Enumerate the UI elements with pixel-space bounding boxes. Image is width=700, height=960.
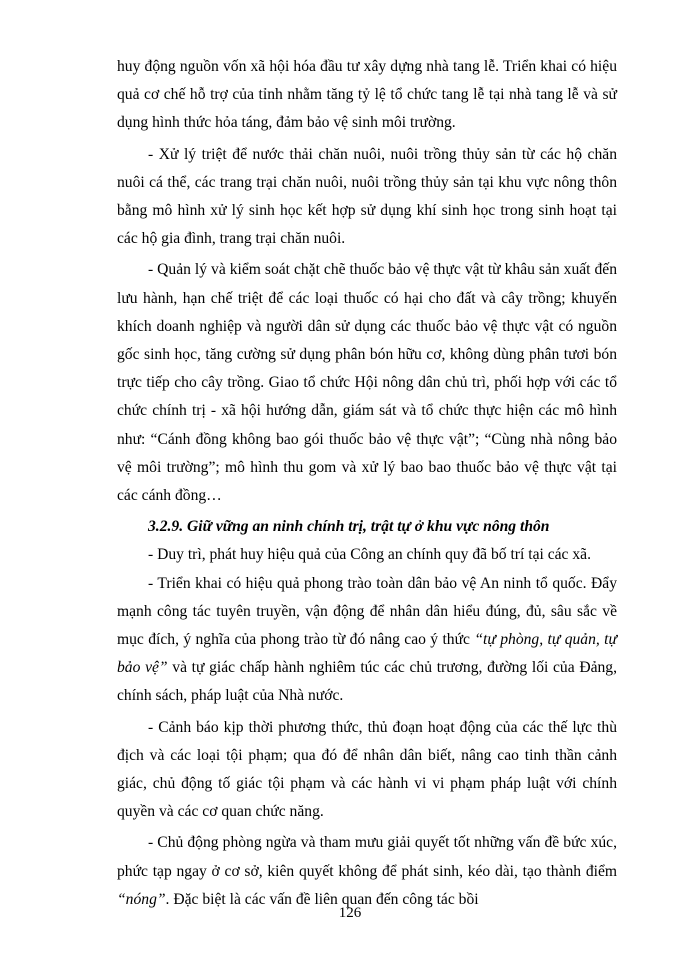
paragraph-crime-warning: - Cảnh báo kịp thời phương thức, thủ đoạn hoạt động của các thế lực thù địch và các loại tội phạm; qua đó để nhân dân biết, nâng cao tinh thần cảnh giác, chủ động tố giác tội phạm và các hành vi vi phạm pháp luật với chính quyền và các cơ quan chức năng. [117, 718, 617, 821]
paragraph-security-movement [117, 570, 617, 711]
document-page [117, 53, 617, 914]
paragraph-funeral-services: huy động nguồn vốn xã hội hóa đầu tư xây dựng nhà tang lễ. Triển khai có hiệu quả cơ chế hỗ trợ của tỉnh nhằm tăng tỷ lệ tổ chức tang lễ tại nhà tang lễ và sử dụng hình thức hỏa táng, đảm bảo vệ sinh môi trường. [117, 58, 617, 132]
paragraph-hotspot-prevention-text-2: . Đặc biệt là các vấn đề liên quan đến công tác bồi [165, 890, 479, 908]
paragraph-security-movement-text-2: và tự giác chấp hành nghiêm túc các chủ trương, đường lối của Đảng, chính sách, pháp luật của Nhà nước. [117, 659, 617, 705]
paragraph-commune-police: - Duy trì, phát huy hiệu quả của Công an chính quy đã bố trí tại các xã. [148, 546, 591, 564]
paragraph-livestock-wastewater: - Xử lý triệt để nước thải chăn nuôi, nuôi trồng thủy sản từ các hộ chăn nuôi cá thể, các trang trại chăn nuôi, nuôi trồng thủy sản tại khu vực nông thôn bằng mô hình xử lý sinh học kết hợp sử dụng khí sinh học trong sinh hoạt tại các hộ gia đình, trang trại chăn nuôi. [117, 145, 617, 248]
paragraph-security-movement-quote: “tự phòng, tự quản, tự bảo vệ” [117, 631, 617, 677]
paragraph-pesticide-control: - Quản lý và kiểm soát chặt chẽ thuốc bảo vệ thực vật từ khâu sản xuất đến lưu hành, hạn chế triệt để các loại thuốc có hại cho đất và cây trồng; khuyến khích doanh nghiệp và người dân sử dụng các thuốc bảo vệ thực vật có nguồn gốc sinh học, tăng cường sử dụng phân bón hữu cơ, không dùng phân tươi bón trực tiếp cho cây trồng. Giao tổ chức Hội nông dân chủ trì, phối hợp với các tổ chức chính trị - xã hội hướng dẫn, giám sát và tổ chức thực hiện các mô hình như: “Cánh đồng không bao gói thuốc bảo vệ thực vật”; “Cùng nhà nông bảo vệ môi trường”; mô hình thu gom và xử lý bao bao thuốc bảo vệ thực vật tại các cánh đồng… [117, 261, 617, 505]
page-number: 126 [338, 905, 362, 921]
section-heading-3-2-9: 3.2.9. Giữ vững an ninh chính trị, trật tự ở khu vực nông thôn [148, 518, 550, 536]
paragraph-hotspot-prevention [117, 829, 617, 914]
paragraph-hotspot-prevention-quote: “nóng” [117, 890, 166, 908]
paragraph-security-movement-text-1: - Triển khai có hiệu quả phong trào toàn dân bảo vệ An ninh tổ quốc. Đẩy mạnh công tác tuyên truyền, vận động để nhân dân hiểu đúng, đủ, sâu sắc về mục đích, ý nghĩa của phong trào từ đó nâng cao ý thức [117, 574, 617, 649]
paragraph-hotspot-prevention-text-1: - Chủ động phòng ngừa và tham mưu giải quyết tốt những vấn đề bức xúc, phức tạp ngay ở cơ sở, kiên quyết không để phát sinh, kéo dài, tạo thành điểm [117, 834, 617, 880]
